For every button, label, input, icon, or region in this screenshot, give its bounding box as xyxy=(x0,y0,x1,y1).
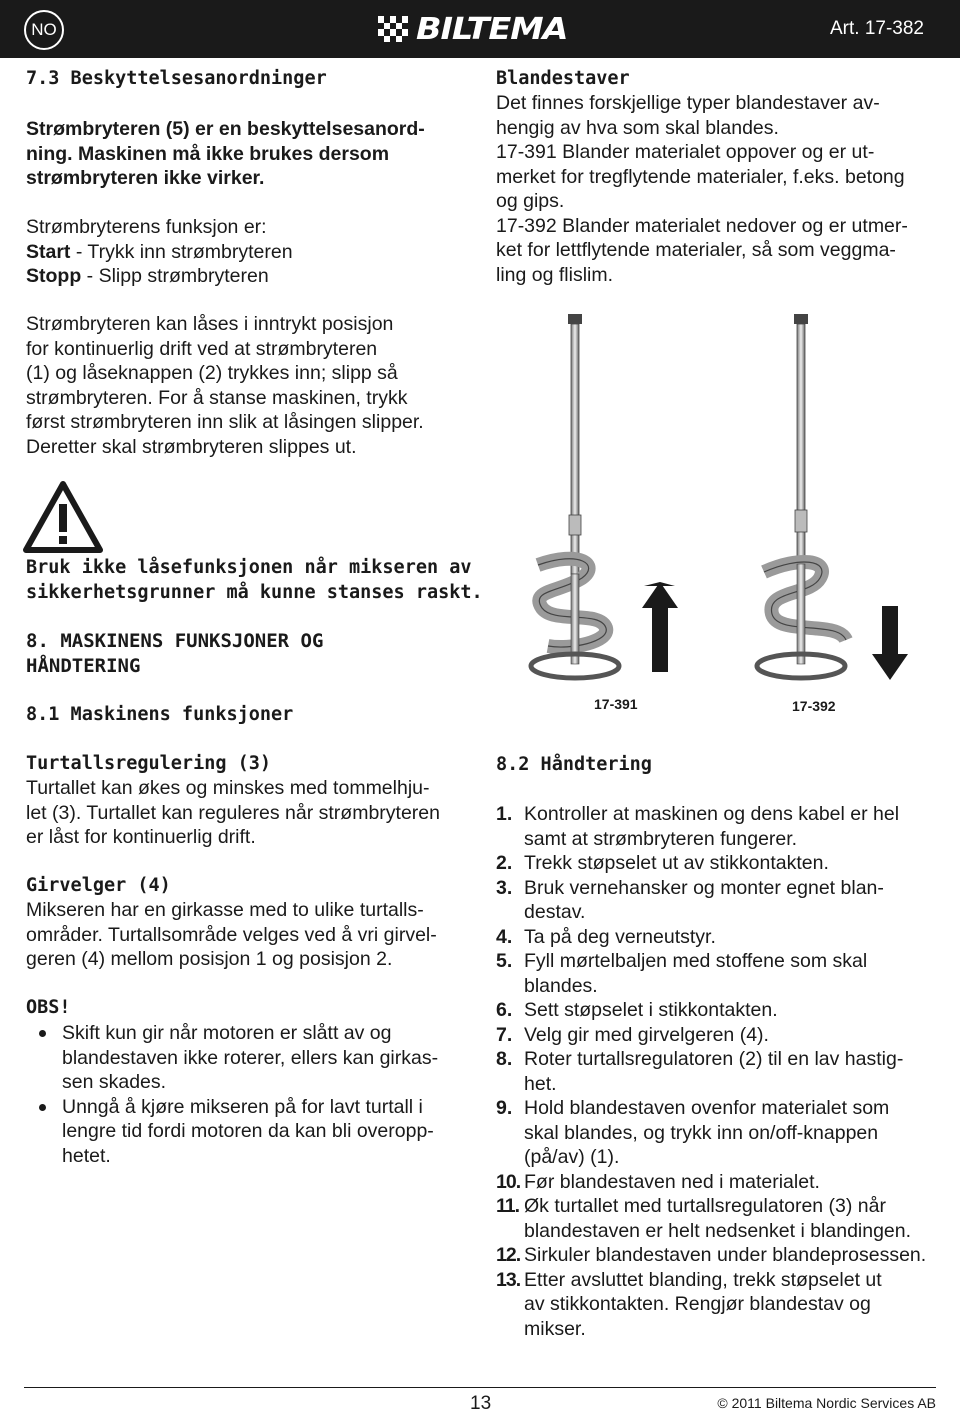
text-line: hengig av hva som skal blandes. xyxy=(496,116,779,139)
section-7-3-title: 7.3 Beskyttelsesanordninger xyxy=(26,68,327,89)
list-item xyxy=(496,1096,946,1170)
text-line: Sirkuler blandestaven under blandeprosessen. xyxy=(524,1244,927,1266)
text-line: Bruk ikke låsefunksjonen når mikseren av xyxy=(26,557,472,578)
text-line: Mikseren har en girkasse med to ulike turtalls- xyxy=(26,899,424,921)
text-line: Deretter skal strømbryteren slippes ut. xyxy=(26,435,357,458)
text-line: av stikkontakten. Rengjør blandestav og xyxy=(524,1293,871,1315)
text-line: Roter turtallsregulatoren (2) til en lav hastig- xyxy=(524,1048,904,1070)
text-line: sen skades. xyxy=(62,1071,167,1093)
stop-text: - Slipp strømbryteren xyxy=(81,265,269,287)
text-line: mikser. xyxy=(524,1317,586,1340)
text-line: ket for lettflytende materialer, så som veggma- xyxy=(496,239,896,261)
text-line: Ta på deg verneutstyr. xyxy=(524,925,716,948)
text-line: Før blandestaven ned i materialet. xyxy=(524,1170,820,1193)
text-line: samt at strømbryteren fungerer. xyxy=(524,827,798,850)
step-number: 8. xyxy=(496,1048,513,1070)
step-number: 6. xyxy=(496,999,513,1021)
text-line: Strømbryterens funksjon er: xyxy=(26,216,267,238)
article-number: Art. 17-382 xyxy=(830,18,924,39)
step-number: 9. xyxy=(496,1097,513,1119)
start-text: - Trykk inn strømbryteren xyxy=(70,240,293,263)
text-line: ling og flislim. xyxy=(496,263,614,286)
speed-control-text xyxy=(26,776,486,850)
text-line: (1) og låseknappen (2) trykkes inn; slipp så xyxy=(26,362,398,384)
obs-title: OBS! xyxy=(26,997,71,1018)
text-line: Hold blandestaven ovenfor materialet som xyxy=(524,1097,890,1119)
text-line: skal blandes, og trykk inn on/off-knappen xyxy=(524,1121,879,1144)
brand-name: BILTEMA xyxy=(416,11,568,47)
text-line: Bruk vernehansker og monter egnet blan- xyxy=(524,876,884,899)
paddle-17-392 xyxy=(757,314,846,678)
text-line: Kontroller at maskinen og dens kabel er hel xyxy=(524,803,900,825)
step-number: 11. xyxy=(496,1195,520,1217)
text-line: først strømbryteren inn slik at låsingen slipper. xyxy=(26,411,424,433)
step-number: 12. xyxy=(496,1244,521,1266)
stop-label: Stopp xyxy=(26,265,82,287)
text-line: Velg gir med girvelgeren (4). xyxy=(524,1023,769,1046)
list-item xyxy=(496,1268,946,1342)
text-line: hetet. xyxy=(62,1144,111,1167)
text-line: Etter avsluttet blanding, trekk støpselet ut xyxy=(524,1268,882,1291)
text-line: merket for tregflytende materialer, f.eks. betong xyxy=(496,165,905,188)
list-item xyxy=(496,1194,946,1243)
text-line: (på/av) (1). xyxy=(524,1146,620,1168)
text-line: Unngå å kjøre mikseren på for lavt turtall i xyxy=(62,1095,423,1118)
step-number: 13. xyxy=(496,1268,521,1291)
switch-function xyxy=(26,215,476,289)
speed-control-title: Turtallsregulering (3) xyxy=(26,753,272,774)
list-item xyxy=(496,1243,946,1268)
list-item xyxy=(496,802,946,851)
text-line: blandestaven ikke roterer, ellers kan girkas- xyxy=(62,1046,439,1069)
list-item xyxy=(496,851,946,876)
step-number: 7. xyxy=(496,1023,513,1046)
text-line: Øk turtallet med turtallsregulatoren (3) når xyxy=(524,1195,886,1217)
text-line: strømbryteren. For å stanse maskinen, trykk xyxy=(26,386,408,409)
stop-line xyxy=(26,264,476,289)
text-line: Trekk støpselet ut av stikkontakten. xyxy=(524,852,829,874)
up-arrow-icon xyxy=(642,582,678,672)
warning-triangle-icon xyxy=(22,480,104,554)
section-8-1-title: 8.1 Maskinens funksjoner xyxy=(26,704,294,725)
list-item xyxy=(496,925,946,950)
mixer-paddles-title: Blandestaver xyxy=(496,68,630,89)
start-line xyxy=(26,240,476,265)
step-number: 1. xyxy=(496,803,513,825)
step-number: 4. xyxy=(496,925,513,948)
text-line: Det finnes forskjellige typer blandestaver av- xyxy=(496,92,880,114)
text-line: for kontinuerlig drift ved at strømbryteren xyxy=(26,337,378,360)
obs-list xyxy=(26,1021,486,1168)
step-number: 3. xyxy=(496,876,513,899)
copyright: © 2011 Biltema Nordic Services AB xyxy=(717,1395,936,1411)
text-line: geren (4) mellom posisjon 1 og posisjon 2. xyxy=(26,948,393,970)
text-line: Strømbryteren (5) er en beskyttelsesanord- xyxy=(26,118,425,140)
list-item xyxy=(496,998,946,1023)
gear-selector-title: Girvelger (4) xyxy=(26,875,171,896)
text-line: områder. Turtallsområde velges ved å vri girvel- xyxy=(26,923,437,946)
text-line: Sett støpselet i stikkontakten. xyxy=(524,999,778,1021)
mixer-paddles-illustration xyxy=(520,310,940,710)
text-line: og gips. xyxy=(496,190,565,212)
step-number: 5. xyxy=(496,950,513,972)
down-arrow-icon xyxy=(872,606,908,680)
figure-label-17-392: 17-392 xyxy=(792,698,836,714)
text-line: Fyll mørtelbaljen med stoffene som skal xyxy=(524,950,868,972)
text-line: 8. MASKINENS FUNKSJONER OG xyxy=(26,630,324,652)
lock-warning xyxy=(26,556,486,605)
step-number: 10. xyxy=(496,1170,521,1193)
list-item xyxy=(496,876,946,925)
list-item xyxy=(26,1095,486,1169)
text-line: HÅNDTERING xyxy=(26,654,141,677)
paddle-17-391 xyxy=(531,314,619,678)
gear-selector-text xyxy=(26,898,486,972)
text-line: er låst for kontinuerlig drift. xyxy=(26,826,256,848)
footer-divider xyxy=(24,1387,936,1388)
text-line: blandestaven er helt nedsenket i blandingen. xyxy=(524,1219,912,1242)
language-badge: NO xyxy=(24,10,64,50)
text-line: Strømbryteren kan låses i inntrykt posisjon xyxy=(26,313,394,335)
handling-steps xyxy=(496,802,946,1341)
page-number: 13 xyxy=(470,1393,492,1414)
start-label: Start xyxy=(26,240,71,263)
text-line: lengre tid fordi motoren da kan bli overopp- xyxy=(62,1120,434,1142)
text-line: let (3). Turtallet kan reguleres når strømbryteren xyxy=(26,801,440,824)
switch-warning xyxy=(26,117,476,191)
list-item xyxy=(26,1021,486,1095)
text-line: destav. xyxy=(524,901,586,923)
section-8-2-title: 8.2 Håndtering xyxy=(496,754,652,775)
list-item xyxy=(496,1047,946,1096)
brand-logo xyxy=(378,11,568,47)
section-8-title xyxy=(26,629,323,678)
text-line: Turtallet kan økes og minskes med tommelhju- xyxy=(26,777,430,799)
step-number: 2. xyxy=(496,852,513,874)
list-item xyxy=(496,1023,946,1048)
figure-label-17-391: 17-391 xyxy=(594,696,638,712)
text-line: strømbryteren ikke virker. xyxy=(26,167,265,189)
text-line: 17-391 Blander materialet oppover og er ut- xyxy=(496,141,875,163)
text-line: ning. Maskinen må ikke brukes dersom xyxy=(26,142,390,165)
list-item xyxy=(496,949,946,998)
lock-description xyxy=(26,312,486,459)
mixer-paddles-text xyxy=(496,91,946,287)
text-line: blandes. xyxy=(524,974,598,997)
text-line: sikkerhetsgrunner må kunne stanses raskt. xyxy=(26,581,483,603)
list-item xyxy=(496,1170,946,1195)
checker-flag-icon xyxy=(378,16,408,42)
text-line: Skift kun gir når motoren er slått av og xyxy=(62,1022,392,1044)
text-line: het. xyxy=(524,1072,557,1095)
text-line: 17-392 Blander materialet nedover og er utmer- xyxy=(496,214,908,237)
